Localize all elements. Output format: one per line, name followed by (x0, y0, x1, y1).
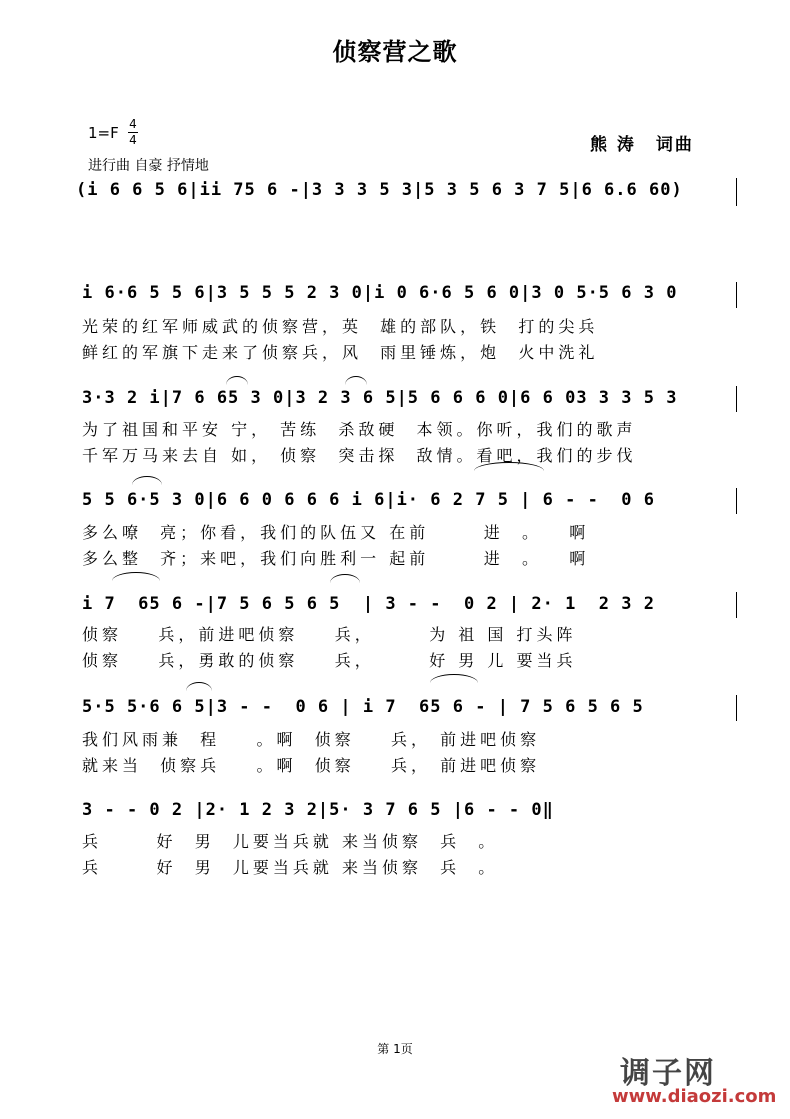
time-signature (128, 118, 138, 147)
tempo-mark: 进行曲 自豪 抒情地 (88, 158, 209, 174)
lyric-line: 我们风雨兼 程 。啊 侦察 兵， 前进吧侦察 (82, 730, 541, 749)
notation-row: 5 5 6·5 3 0|6 6 0 6 6 6 i 6|i· 6 2 7 5 | 6 - - 0 6 (82, 490, 655, 510)
slur-mark (330, 574, 360, 583)
slur-mark (345, 376, 367, 385)
barline (736, 695, 737, 721)
barline (736, 282, 737, 308)
barline (736, 488, 737, 514)
lyric-line: 千军万马来去自 如， 侦察 突击探 敌情。看吧，我们的步伐 (82, 446, 637, 465)
time-signature-top: 4 (129, 117, 137, 131)
page-number: 第 1页 (377, 1042, 413, 1056)
slur-mark (430, 674, 478, 683)
notation-row: i 7 65 6 -|7 5 6 5 6 5 | 3 - - 0 2 | 2· 1 2 3 2 (82, 594, 655, 614)
lyric-line: 光荣的红军师威武的侦察营，英 雄的部队，铁 打的尖兵 (82, 317, 599, 336)
slur-mark (186, 682, 212, 691)
lyric-line: 多么嘹 亮；你看，我们的队伍又 在前 进 。 啊 (82, 523, 590, 542)
song-title: 侦察营之歌 (332, 37, 458, 66)
lyric-line: 兵 好 男 儿要当兵就 来当侦察 兵 。 (82, 858, 499, 877)
barline (736, 592, 737, 618)
notation-row: 5·5 5·6 6 5|3 - - 0 6 | i 7 65 6 - | 7 5 6 5 6 5 (82, 697, 644, 717)
lyric-line: 就来当 侦察兵 。啊 侦察 兵， 前进吧侦察 (82, 756, 541, 775)
composer-name: 熊 涛 (590, 135, 636, 155)
composer-role: 词曲 (655, 135, 694, 155)
lyric-line: 多么整 齐；来吧，我们向胜利一 起前 进 。 啊 (82, 549, 590, 568)
watermark-site-name: 调子网 (620, 1056, 716, 1091)
key-signature: 1=F (88, 124, 119, 142)
notation-row: 3 - - 0 2 |2· 1 2 3 2|5· 3 7 6 5 |6 - - 0‖ (82, 800, 554, 820)
barline (736, 386, 737, 412)
slur-mark (132, 476, 162, 485)
watermark-url: www.diaozi.com (612, 1086, 777, 1107)
slur-mark (226, 376, 248, 385)
lyric-line: 兵 好 男 儿要当兵就 来当侦察 兵 。 (82, 832, 499, 851)
notation-row: (i 6 6 5 6|ii 75 6 -|3 3 3 5 3|5 3 5 6 3 7 5|6 6.6 60) (76, 180, 683, 200)
lyric-line: 鲜红的军旗下走来了侦察兵，风 雨里锤炼，炮 火中洗礼 (82, 343, 599, 362)
notation-row: i 6·6 5 5 6|3 5 5 5 2 3 0|i 0 6·6 5 6 0|3 0 5·5 6 3 0 (82, 283, 678, 303)
barline (736, 178, 737, 206)
lyric-line: 为了祖国和平安 宁， 苦练 杀敌硬 本领。你听，我们的歌声 (82, 420, 637, 439)
time-signature-bottom: 4 (129, 133, 137, 147)
slur-mark (112, 572, 160, 581)
lyric-line: 侦察 兵，前进吧侦察 兵， 为 祖 国 打头阵 (82, 625, 577, 644)
composer-credit (590, 130, 694, 155)
notation-row: 3·3 2 i|7 6 65 3 0|3 2 3 6 5|5 6 6 6 0|6 6 03 3 3 5 3 (82, 388, 678, 408)
lyric-line: 侦察 兵，勇敢的侦察 兵， 好 男 儿 要当兵 (82, 651, 577, 670)
